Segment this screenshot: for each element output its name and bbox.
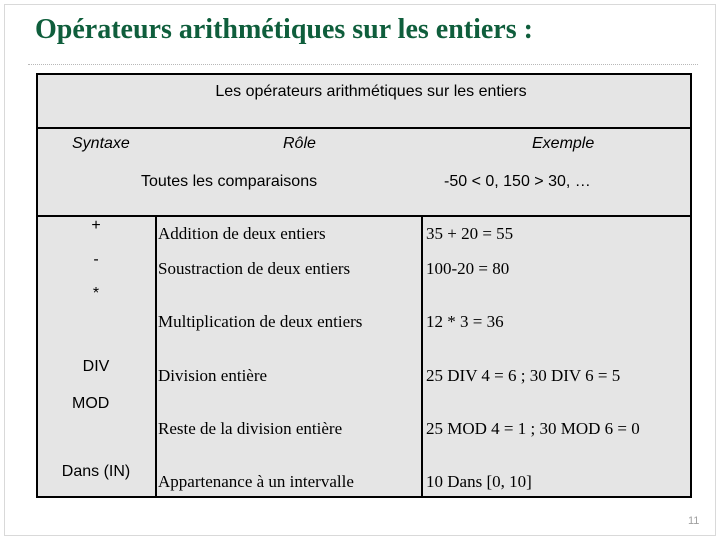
comparisons-example: -50 < 0, 150 > 30, … xyxy=(444,173,591,190)
syntax-plus: + xyxy=(91,217,101,234)
table-rule xyxy=(38,127,690,129)
syntax-in: Dans (IN) xyxy=(61,463,131,480)
syntax-minus: - xyxy=(93,251,99,268)
syntax-mod: MOD xyxy=(72,395,110,412)
example-modulo: 25 MOD 4 = 1 ; 30 MOD 6 = 0 xyxy=(426,419,640,438)
role-interval: Appartenance à un intervalle xyxy=(158,472,354,491)
example-interval: 10 Dans [0, 10] xyxy=(426,472,532,491)
header-role: Rôle xyxy=(283,135,316,152)
example-addition: 35 + 20 = 55 xyxy=(426,224,514,243)
syntax-div: DIV xyxy=(82,358,110,375)
table-rule xyxy=(421,215,423,496)
table-rule xyxy=(155,215,157,496)
role-modulo: Reste de la division entière xyxy=(158,419,343,438)
comparisons-role: Toutes les comparaisons xyxy=(141,173,318,190)
role-subtraction: Soustraction de deux entiers xyxy=(158,259,351,278)
header-example: Exemple xyxy=(532,135,595,152)
table-rule xyxy=(38,215,690,217)
role-multiplication: Multiplication de deux entiers xyxy=(158,312,363,331)
example-division: 25 DIV 4 = 6 ; 30 DIV 6 = 5 xyxy=(426,366,621,385)
role-addition: Addition de deux entiers xyxy=(158,224,326,243)
role-division: Division entière xyxy=(158,366,268,385)
syntax-multiply: * xyxy=(92,285,100,302)
operators-table xyxy=(36,73,692,498)
example-multiplication: 12 * 3 = 36 xyxy=(426,312,504,331)
title-divider xyxy=(28,64,698,65)
example-subtraction: 100-20 = 80 xyxy=(426,259,510,278)
slide-title: Opérateurs arithmétiques sur les entiers : xyxy=(35,14,533,45)
header-syntax: Syntaxe xyxy=(72,135,130,152)
table-caption: Les opérateurs arithmétiques sur les entiers xyxy=(215,83,527,100)
page-number: 11 xyxy=(688,515,700,527)
